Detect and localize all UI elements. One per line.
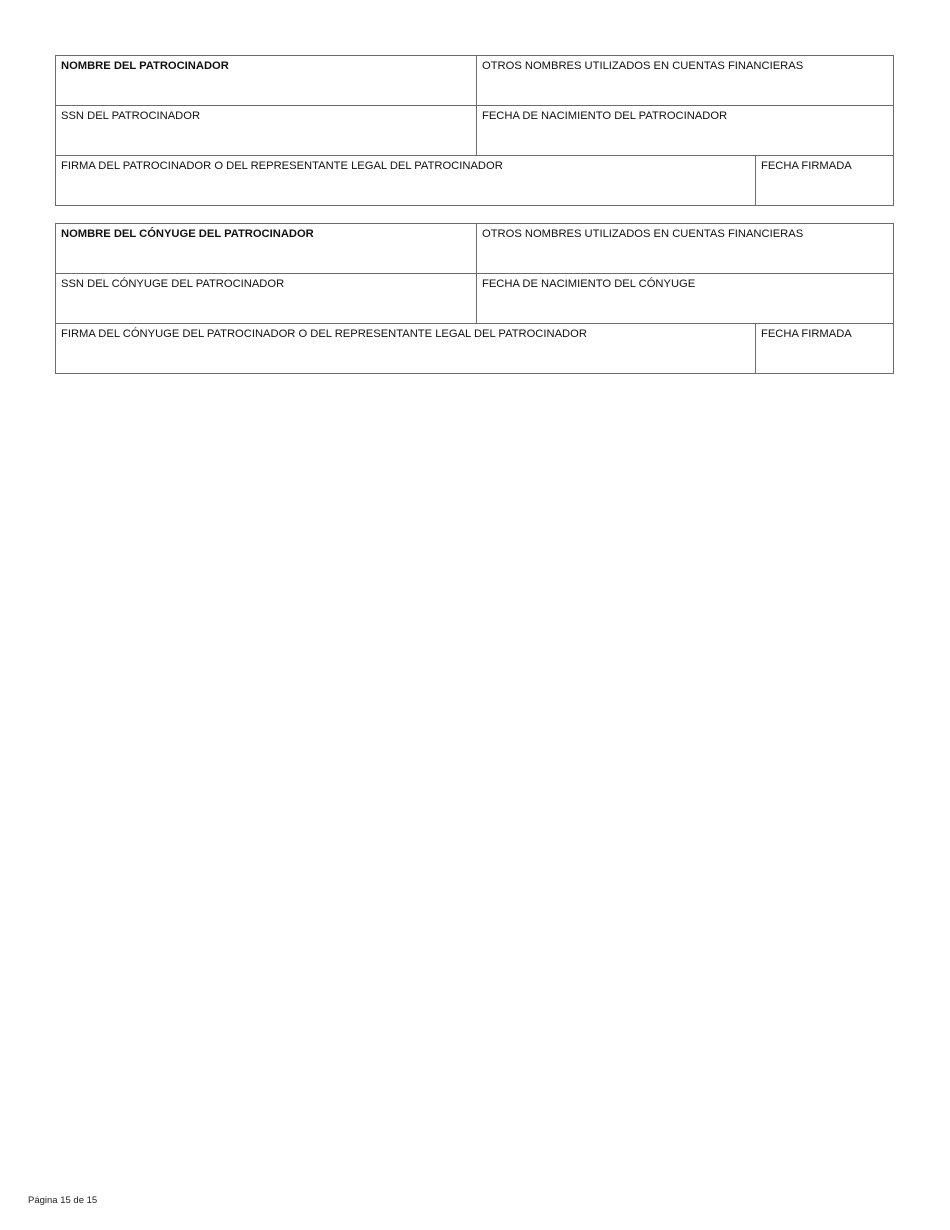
sponsor-dob-label: FECHA DE NACIMIENTO DEL PATROCINADOR	[482, 110, 728, 122]
spouse-info-table	[55, 223, 894, 374]
sponsor-name-field[interactable]	[56, 56, 476, 105]
spouse-signature-label: FIRMA DEL CÓNYUGE DEL PATROCINADOR O DEL REPRESENTANTE LEGAL DEL PATROCINADOR	[61, 328, 587, 340]
spouse-ssn-field[interactable]	[56, 274, 476, 323]
sponsor-signature-row	[56, 155, 893, 205]
sponsor-ssn-label: SSN DEL PATROCINADOR	[61, 110, 201, 122]
page-number: Página 15 de 15	[28, 1195, 98, 1206]
spouse-ssn-label: SSN DEL CÓNYUGE DEL PATROCINADOR	[61, 278, 285, 290]
sponsor-dob-field[interactable]	[476, 106, 893, 155]
spouse-name-row	[56, 224, 893, 273]
sponsor-name-row	[56, 56, 893, 105]
spouse-other-names-field[interactable]	[476, 224, 893, 273]
spouse-ssn-row	[56, 273, 893, 323]
sponsor-name-label: NOMBRE DEL PATROCINADOR	[61, 60, 229, 72]
spouse-date-signed-field[interactable]	[755, 324, 893, 373]
spouse-date-signed-label: FECHA FIRMADA	[761, 328, 852, 340]
sponsor-signature-field[interactable]	[56, 156, 755, 205]
sponsor-signature-label: FIRMA DEL PATROCINADOR O DEL REPRESENTANTE LEGAL DEL PATROCINADOR	[61, 160, 503, 172]
sponsor-date-signed-field[interactable]	[755, 156, 893, 205]
sponsor-ssn-field[interactable]	[56, 106, 476, 155]
spouse-dob-label: FECHA DE NACIMIENTO DEL CÓNYUGE	[482, 278, 696, 290]
spouse-name-label: NOMBRE DEL CÓNYUGE DEL PATROCINADOR	[61, 228, 314, 240]
sponsor-other-names-label: OTROS NOMBRES UTILIZADOS EN CUENTAS FINANCIERAS	[482, 60, 804, 72]
spouse-signature-row	[56, 323, 893, 373]
sponsor-info-table	[55, 55, 894, 206]
sponsor-date-signed-label: FECHA FIRMADA	[761, 160, 852, 172]
spouse-dob-field[interactable]	[476, 274, 893, 323]
spouse-signature-field[interactable]	[56, 324, 755, 373]
sponsor-other-names-field[interactable]	[476, 56, 893, 105]
spouse-name-field[interactable]	[56, 224, 476, 273]
sponsor-ssn-row	[56, 105, 893, 155]
spouse-other-names-label: OTROS NOMBRES UTILIZADOS EN CUENTAS FINANCIERAS	[482, 228, 804, 240]
